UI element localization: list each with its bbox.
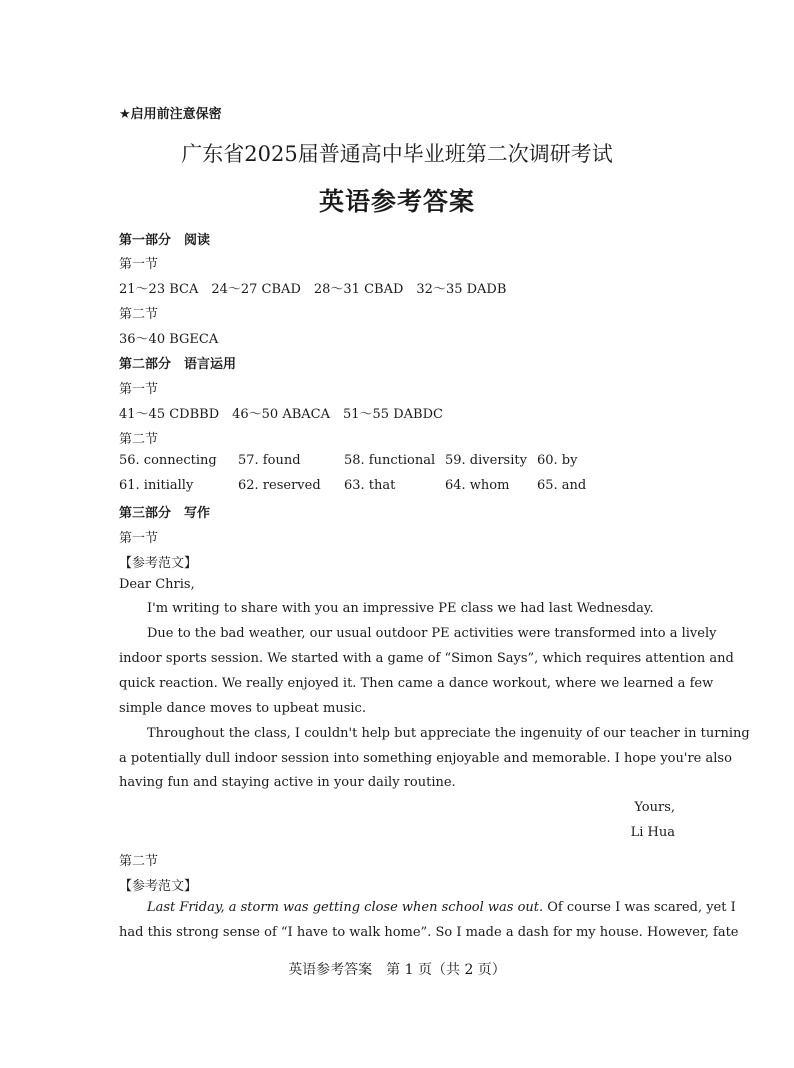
exam-title: 广东省2025届普通高中毕业班第二次调研考试 xyxy=(181,142,613,166)
confidential-notice: ★启用前注意保密 xyxy=(119,107,222,122)
letter-p2-line2: indoor sports session. We started with a game of “Simon Says”, which requires attention and xyxy=(119,651,734,666)
answer-61: 61. initially xyxy=(119,478,194,493)
letter-p3-line1: Throughout the class, I couldn't help but appreciate the ingenuity of our teacher in turning xyxy=(147,726,750,741)
answer-60: 60. by xyxy=(537,453,578,468)
part3-section1-label: 第一节 xyxy=(119,531,159,546)
answer-57: 57. found xyxy=(238,453,301,468)
part3-heading: 第三部分 写作 xyxy=(119,506,211,521)
part2-section1-label: 第一节 xyxy=(119,382,159,397)
part3-section2-label: 第二节 xyxy=(119,854,159,869)
part1-section1-answers: 21～23 BCA 24～27 CBAD 28～31 CBAD 32～35 DADB xyxy=(119,282,507,297)
answer-65: 65. and xyxy=(537,478,587,493)
story-line1-rest: Of course I was scared, yet I xyxy=(543,900,736,915)
answer-58: 58. functional xyxy=(344,453,436,468)
answer-56: 56. connecting xyxy=(119,453,217,468)
letter-closing: Yours, xyxy=(634,800,675,815)
part2-section1-answers: 41～45 CDBBD 46～50 ABACA 51～55 DABDC xyxy=(119,407,443,422)
part1-section2-answers: 36～40 BGECA xyxy=(119,332,219,347)
letter-p1-line1: I'm writing to share with you an impressive PE class we had last Wednesday. xyxy=(147,601,654,616)
story-line1 xyxy=(147,900,736,915)
letter-p3-line2: a potentially dull indoor session into something enjoyable and memorable. I hope you're also xyxy=(119,751,732,766)
page-footer: 英语参考答案 第 1 页（共 2 页） xyxy=(288,962,506,978)
answer-64: 64. whom xyxy=(445,478,510,493)
sample-story-label: 【参考范文】 xyxy=(119,879,198,894)
part1-section1-label: 第一节 xyxy=(119,257,159,272)
story-opening-italic: Last Friday, a storm was getting close when school was out. xyxy=(147,900,544,915)
letter-p2-line3: quick reaction. We really enjoyed it. Then came a dance workout, where we learned a few xyxy=(119,676,714,691)
answer-62: 62. reserved xyxy=(238,478,321,493)
part2-heading: 第二部分 语言运用 xyxy=(119,357,237,372)
sample-essay-label: 【参考范文】 xyxy=(119,556,198,571)
letter-signature: Li Hua xyxy=(630,825,675,840)
answer-63: 63. that xyxy=(344,478,396,493)
answer-59: 59. diversity xyxy=(445,453,527,468)
part1-heading: 第一部分 阅读 xyxy=(119,233,211,248)
letter-p2-line4: simple dance moves to upbeat music. xyxy=(119,701,366,716)
letter-p3-line3: having fun and staying active in your daily routine. xyxy=(119,775,456,790)
letter-greeting: Dear Chris, xyxy=(119,577,195,592)
document-title: 英语参考答案 xyxy=(318,187,475,216)
part2-section2-label: 第二节 xyxy=(119,432,159,447)
part1-section2-label: 第二节 xyxy=(119,307,159,322)
letter-p2-line1: Due to the bad weather, our usual outdoor PE activities were transformed into a lively xyxy=(147,626,717,641)
story-line2: had this strong sense of “I have to walk home”. So I made a dash for my house. However, fate xyxy=(119,925,739,940)
